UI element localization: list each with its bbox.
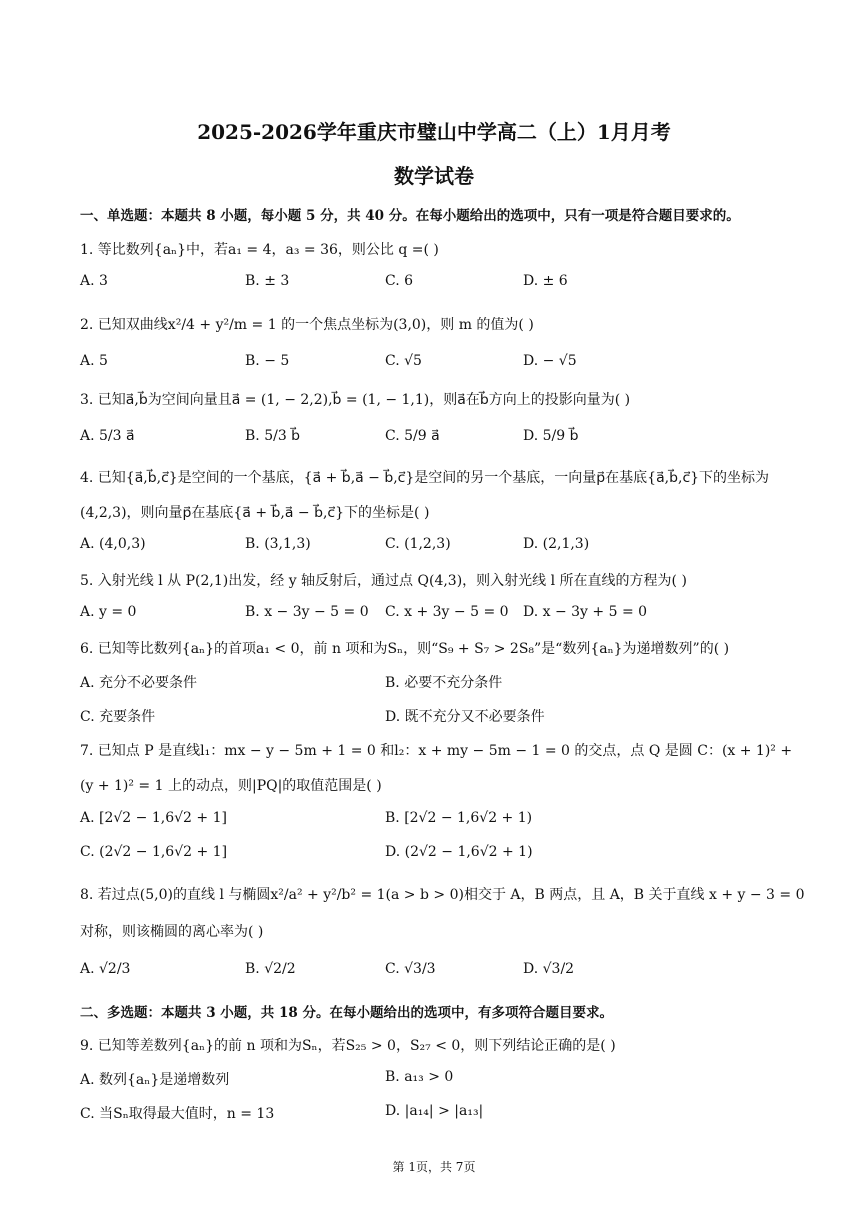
question-3-option-a: A. 5/3 a⃗ [80,428,135,444]
question-9-option-d: D. |a₁₄| > |a₁₃| [385,1103,484,1119]
question-1-stem: 1. 等比数列{aₙ}中，若a₁ = 4，a₃ = 36，则公比 q =( ) [80,242,439,258]
question-7-option-a: A. [2√2 − 1,6√2 + 1] [80,810,227,826]
question-6-option-d: D. 既不充分又不必要条件 [385,709,545,725]
question-1-option-a: A. 3 [80,273,108,289]
question-8-stem-line-2: 对称，则该椭圆的离心率为( ) [80,924,264,940]
question-9-option-a: A. 数列{aₙ}是递增数列 [80,1072,230,1088]
question-4-option-a: A. (4,0,3) [80,536,146,552]
question-6-option-b: B. 必要不充分条件 [385,675,503,691]
question-5-stem: 5. 入射光线 l 从 P(2,1)出发，经 y 轴反射后，通过点 Q(4,3)，则入射光线 l 所在直线的方程为( ) [80,573,687,589]
question-2-option-d: D. − √5 [523,353,577,369]
question-6-option-a: A. 充分不必要条件 [80,675,198,691]
question-5-option-a: A. y = 0 [80,604,137,620]
question-9-option-c: C. 当Sₙ取得最大值时，n = 13 [80,1106,275,1122]
exam-subtitle: 数学试卷 [394,164,474,188]
question-9-stem: 9. 已知等差数列{aₙ}的前 n 项和为Sₙ，若S₂₅ > 0，S₂₇ < 0，则下列结论正确的是( ) [80,1038,616,1054]
question-1-option-c: C. 6 [385,273,414,289]
page-footer: 第 1页，共 7页 [392,1160,476,1174]
question-8-option-a: A. √2/3 [80,961,131,977]
question-4-option-b: B. (3,1,3) [245,536,311,552]
exam-title: 2025-2026学年重庆市璧山中学高二（上）1月月考 [197,120,671,144]
question-7-option-b: B. [2√2 − 1,6√2 + 1) [385,810,533,826]
question-2-option-b: B. − 5 [245,353,290,369]
question-2-option-c: C. √5 [385,353,422,369]
question-3-option-c: C. 5/9 a⃗ [385,428,440,444]
question-7-stem-line-2: (y + 1)² = 1 上的动点，则|PQ|的取值范围是( ) [80,778,382,794]
question-7-stem-line-1: 7. 已知点 P 是直线l₁：mx − y − 5m + 1 = 0 和l₂：x + my − 5m − 1 = 0 的交点，点 Q 是圆 C：(x + 1)² + [80,743,793,759]
question-6-option-c: C. 充要条件 [80,709,156,725]
question-3-stem: 3. 已知a⃗,b⃗为空间向量且a⃗ = (1, − 2,2),b⃗ = (1, − 1,1)，则a⃗在b⃗方向上的投影向量为( ) [80,392,631,408]
question-2-option-a: A. 5 [80,353,108,369]
question-1-option-b: B. ± 3 [245,273,290,289]
question-3-option-b: B. 5/3 b⃗ [245,428,301,444]
question-8-option-b: B. √2/2 [245,961,296,977]
question-8-option-c: C. √3/3 [385,961,436,977]
question-7-option-d: D. (2√2 − 1,6√2 + 1) [385,844,533,860]
question-4-stem-line-1: 4. 已知{a⃗,b⃗,c⃗}是空间的一个基底，{a⃗ + b⃗,a⃗ − b⃗,c⃗}是空间的另一个基底，一向量p⃗在基底{a⃗,b⃗,c⃗}下的坐标为 [80,470,770,486]
question-4-stem-line-2: (4,2,3)，则向量p⃗在基底{a⃗ + b⃗,a⃗ − b⃗,c⃗}下的坐标是( ) [80,505,430,521]
question-1-option-d: D. ± 6 [523,273,568,289]
question-4-option-d: D. (2,1,3) [523,536,590,552]
question-7-option-c: C. (2√2 − 1,6√2 + 1] [80,844,228,860]
question-5-option-b: B. x − 3y − 5 = 0 [245,604,369,620]
question-5-option-d: D. x − 3y + 5 = 0 [523,604,648,620]
section-heading-single-choice: 一、单选题：本题共 8 小题，每小题 5 分，共 40 分。在每小题给出的选项中，只有一项是符合题目要求的。 [80,208,740,224]
question-9-option-b: B. a₁₃ > 0 [385,1069,454,1085]
question-6-stem: 6. 已知等比数列{aₙ}的首项a₁ < 0，前 n 项和为Sₙ，则“S₉ + S₇ > 2S₈”是“数列{aₙ}为递增数列”的( ) [80,641,730,657]
question-4-option-c: C. (1,2,3) [385,536,451,552]
question-8-option-d: D. √3/2 [523,961,575,977]
question-2-stem: 2. 已知双曲线x²/4 + y²/m = 1 的一个焦点坐标为(3,0)，则 m 的值为( ) [80,317,534,333]
question-8-stem-line-1: 8. 若过点(5,0)的直线 l 与椭圆x²/a² + y²/b² = 1(a > b > 0)相交于 A，B 两点，且 A，B 关于直线 x + y − 3 = 0 [80,887,805,903]
section-heading-multiple-choice: 二、多选题：本题共 3 小题，共 18 分。在每小题给出的选项中，有多项符合题目要求。 [80,1005,613,1021]
question-3-option-d: D. 5/9 b⃗ [523,428,579,444]
question-5-option-c: C. x + 3y − 5 = 0 [385,604,509,620]
